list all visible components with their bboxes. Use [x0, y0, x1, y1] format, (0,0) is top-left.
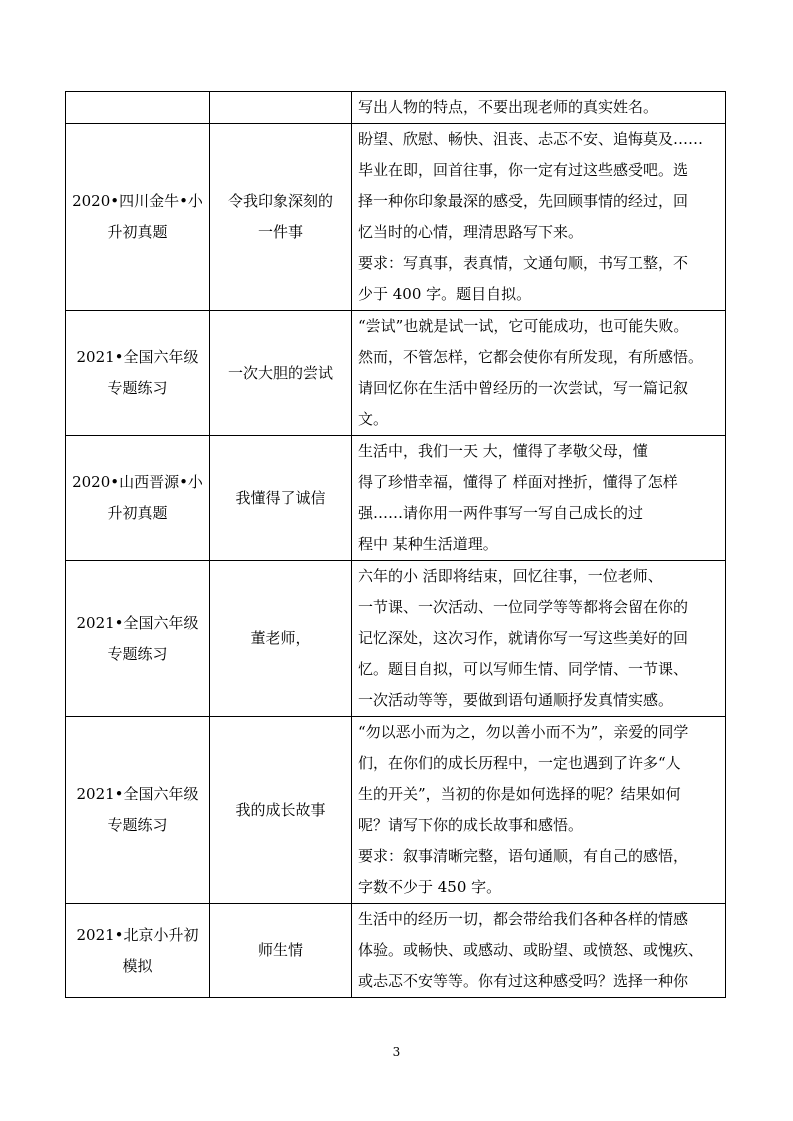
- topic-cell-line: 我懂得了诚信: [235, 488, 326, 507]
- source-cell: [66, 717, 210, 904]
- requirement-cell-line: 文。: [358, 410, 389, 428]
- writing-prompts-table: [65, 91, 726, 998]
- requirement-cell-line: 忆当时的心情，理清思路写下来。: [358, 223, 584, 241]
- requirement-cell-line: 得了珍惜幸福，懂得了 样面对挫折，懂得了怎样: [358, 473, 678, 491]
- requirement-cell-line: 忆。题目自拟，可以写师生情、同学情、一节课、: [358, 660, 689, 678]
- source-cell-line: 专题练习: [107, 379, 168, 397]
- requirement-cell-line: 盼望、欣慰、畅快、沮丧、忐忑不安、追悔莫及……: [358, 130, 704, 148]
- table-row: [66, 124, 726, 311]
- requirement-cell-line: 写出人物的特点，不要出现老师的真实姓名。: [358, 98, 659, 116]
- source-cell-line: 专题练习: [107, 816, 168, 834]
- topic-cell-line: 董老师，: [250, 629, 311, 647]
- requirement-cell-line: 请回忆你在生活中曾经历的一次尝试，写一篇记叙: [358, 379, 689, 397]
- requirement-cell: [352, 436, 726, 561]
- requirement-cell-line: 择一种你印象最深的感受，先回顾事情的经过，回: [358, 192, 689, 210]
- requirement-cell: [352, 561, 726, 717]
- source-cell: [66, 124, 210, 311]
- source-cell-line: 2021•全国六年级: [76, 613, 199, 632]
- requirement-cell-line: 或忐忑不安等等。你有过这种感受吗？选择一种你: [358, 972, 689, 990]
- requirement-cell-line: 强……请你用一两件事写一写自己成长的过: [358, 504, 644, 522]
- table-row: [66, 311, 726, 436]
- requirement-cell-line: 记忆深处，这次习作，就请你写一写这些美好的回: [358, 629, 689, 647]
- topic-cell: [210, 124, 352, 311]
- topic-cell-line: 一次大胆的尝试: [227, 363, 333, 382]
- source-cell-line: 升初真题: [107, 504, 168, 522]
- requirement-cell-line: 然而，不管怎样，它都会使你有所发现，有所感悟。: [358, 348, 704, 366]
- topic-cell-line: 令我印象深刻的: [227, 192, 333, 210]
- source-cell-line: 2021•全国六年级: [76, 785, 199, 803]
- table-row: [66, 92, 726, 124]
- topic-cell-line: 一件事: [257, 223, 303, 241]
- requirement-cell-line: 生活中的经历一切，都会带给我们各种各样的情感: [358, 910, 689, 928]
- source-cell: [66, 561, 210, 717]
- source-cell: [66, 436, 210, 561]
- topic-cell-line: 师生情: [257, 941, 303, 959]
- source-cell-line: 模拟: [122, 956, 153, 975]
- source-cell-line: 2021•北京小升初: [76, 925, 199, 944]
- requirement-cell-line: 要求：写真事，表真情，文通句顺，书写工整，不: [358, 254, 689, 272]
- requirement-cell-line: “尝试”也就是试一试，它可能成功，也可能失败。: [358, 317, 689, 335]
- requirement-cell-line: 体验。或畅快、或感动、或盼望、或愤怒、或愧疚、: [358, 941, 704, 959]
- source-cell-line: 2021•全国六年级: [76, 348, 199, 366]
- exam-table-page: [65, 91, 725, 998]
- requirement-cell-line: 少于 400 字。题目自拟。: [358, 285, 532, 303]
- topic-cell: [210, 311, 352, 436]
- requirement-cell-line: “勿以恶小而为之，勿以善小而不为”，亲爱的同学: [358, 723, 689, 741]
- requirement-cell-line: 六年的小 活即将结束，回忆往事，一位老师、: [358, 567, 663, 585]
- requirement-cell-line: 们，在你们的成长历程中，一定也遇到了许多“人: [358, 754, 681, 772]
- table-row: [66, 436, 726, 561]
- topic-cell: [210, 904, 352, 998]
- requirement-cell: [352, 92, 726, 124]
- requirement-cell: [352, 124, 726, 311]
- source-cell-line: 专题练习: [107, 644, 168, 663]
- requirement-cell-line: 生的开关”，当初的你是如何选择的呢？结果如何: [358, 785, 681, 803]
- page-number: 3: [392, 1045, 401, 1059]
- requirement-cell: [352, 311, 726, 436]
- source-cell: [66, 311, 210, 436]
- source-cell: [66, 904, 210, 998]
- requirement-cell-line: 生活中，我们一天 大，懂得了孝敬父母，懂: [358, 442, 648, 460]
- requirement-cell-line: 毕业在即，回首往事，你一定有过这些感受吧。选: [358, 161, 689, 179]
- source-cell-line: 2020•四川金牛•小: [72, 192, 203, 210]
- table-row: [66, 717, 726, 904]
- requirement-cell: [352, 904, 726, 998]
- table-row: [66, 561, 726, 717]
- topic-cell: [210, 436, 352, 561]
- requirement-cell-line: 字数不少于 450 字。: [358, 878, 502, 896]
- source-cell-line: 2020•山西晋源•小: [72, 473, 203, 491]
- source-cell-line: 升初真题: [107, 223, 168, 241]
- requirement-cell-line: 呢？请写下你的成长故事和感悟。: [358, 816, 584, 834]
- requirement-cell-line: 一次活动等等，要做到语句通顺抒发真情实感。: [358, 691, 674, 709]
- requirement-cell-line: 程中 某种生活道理。: [358, 535, 498, 553]
- topic-cell: [210, 92, 352, 124]
- table-row: [66, 904, 726, 998]
- source-cell: [66, 92, 210, 124]
- topic-cell: [210, 717, 352, 904]
- requirement-cell: [352, 717, 726, 904]
- topic-cell-line: 我的成长故事: [235, 800, 326, 819]
- topic-cell: [210, 561, 352, 717]
- requirement-cell-line: 一节课、一次活动、一位同学等等都将会留在你的: [358, 598, 689, 616]
- requirement-cell-line: 要求：叙事清晰完整，语句通顺，有自己的感悟，: [358, 847, 689, 865]
